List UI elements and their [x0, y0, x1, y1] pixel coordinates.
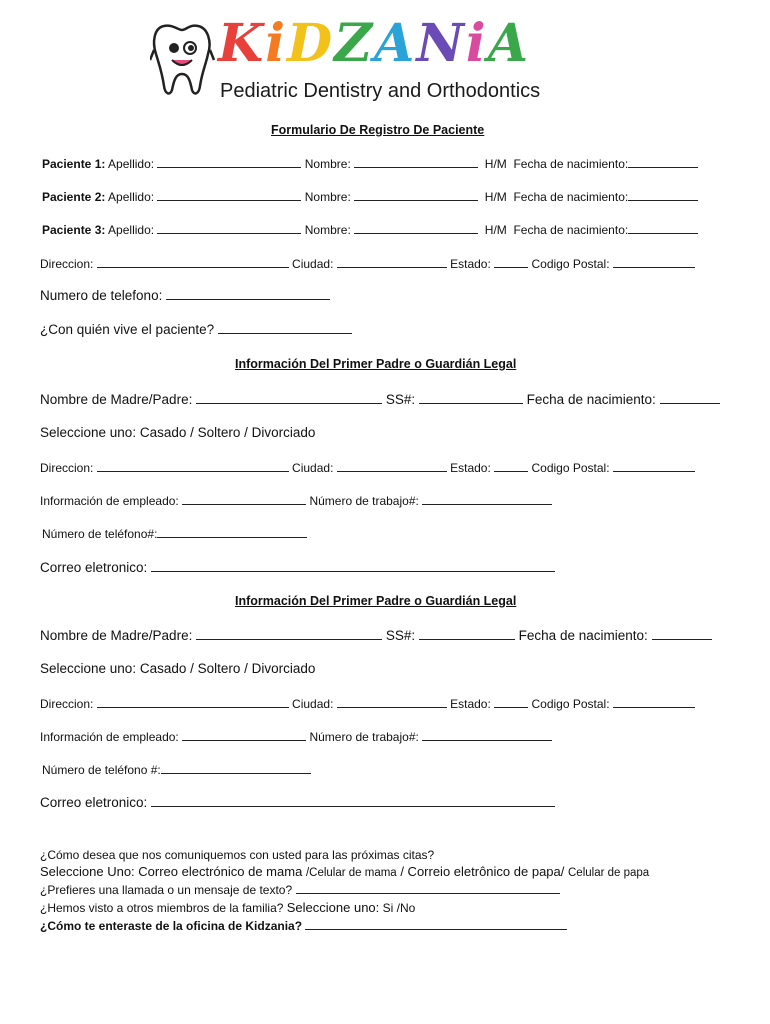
form-title: Formulario De Registro De Paciente — [271, 123, 485, 137]
estado-field[interactable] — [494, 460, 528, 472]
direccion-field[interactable] — [97, 696, 289, 708]
postal-field[interactable] — [613, 696, 695, 708]
work-phone-field[interactable] — [422, 493, 552, 505]
apellido-field[interactable] — [157, 222, 301, 234]
estado-label: Estado: — [450, 697, 491, 711]
call-or-text-field[interactable] — [296, 882, 560, 894]
guardian-2-status[interactable]: Seleccione uno: Casado / Soltero / Divorciado — [40, 661, 316, 676]
option-mom-email[interactable]: Seleccione Uno: Correo electrónico de mama — [40, 864, 303, 879]
guardian-1-phone-row — [42, 526, 307, 542]
brand-letter: i — [265, 13, 287, 74]
dob-field[interactable] — [660, 392, 720, 404]
ciudad-label: Ciudad: — [292, 257, 334, 271]
dob-label: Fecha de nacimiento: — [518, 628, 648, 643]
phone-field[interactable] — [157, 526, 307, 538]
contact-question: ¿Cómo desea que nos comuniquemos con usted para las próximas citas? — [40, 848, 435, 862]
lives-with-field[interactable] — [218, 322, 352, 334]
family-seen-options[interactable]: Si /No — [382, 901, 416, 915]
phone-field[interactable] — [166, 288, 330, 300]
referral-label: ¿Cómo te enteraste de la oficina de Kidzania? — [40, 919, 303, 933]
work-phone-label: Número de trabajo#: — [309, 730, 419, 744]
work-phone-field[interactable] — [422, 729, 552, 741]
nombre-label: Nombre: — [304, 190, 351, 204]
patient-row-3 — [42, 222, 698, 238]
apellido-field[interactable] — [157, 156, 301, 168]
brand-letter: A — [374, 13, 417, 74]
ciudad-label: Ciudad: — [292, 697, 334, 711]
nombre-label: Nombre: — [304, 223, 351, 237]
guardian-2-phone-row — [42, 762, 311, 778]
postal-label: Codigo Postal: — [531, 697, 610, 711]
apellido-label: Apellido: — [108, 157, 155, 171]
guardian-1-name-row — [40, 392, 720, 408]
gender-label[interactable]: H/M — [484, 190, 507, 204]
patient-row-2 — [42, 189, 698, 205]
apellido-label: Apellido: — [108, 190, 155, 204]
ciudad-field[interactable] — [337, 696, 447, 708]
direccion-field[interactable] — [97, 460, 289, 472]
phone-label: Numero de telefono: — [40, 288, 163, 303]
patient-address-row — [40, 256, 695, 272]
guardian-1-address-row — [40, 460, 695, 476]
phone-row — [40, 288, 330, 304]
employer-field[interactable] — [182, 493, 306, 505]
employer-label: Información de empleado: — [40, 494, 179, 508]
nombre-field[interactable] — [354, 189, 478, 201]
ciudad-field[interactable] — [337, 256, 447, 268]
option-mom-cell[interactable]: /Celular de mama — [305, 867, 397, 879]
nombre-field[interactable] — [354, 156, 478, 168]
estado-field[interactable] — [494, 696, 528, 708]
estado-label: Estado: — [450, 257, 491, 271]
email-field[interactable] — [151, 560, 555, 572]
call-or-text-row — [40, 882, 560, 898]
apellido-field[interactable] — [157, 189, 301, 201]
referral-field[interactable] — [305, 918, 567, 930]
guardian-1-email-row — [40, 560, 555, 576]
dob-field[interactable] — [628, 156, 698, 168]
email-label: Correo eletronico: — [40, 795, 148, 810]
parent-name-field[interactable] — [196, 628, 382, 640]
patient-row-1 — [42, 156, 698, 172]
family-seen-label: ¿Hemos visto a otros miembros de la familia? — [40, 901, 284, 915]
phone-label: Número de teléfono #: — [42, 763, 161, 777]
call-or-text-label: ¿Prefieres una llamada o un mensaje de texto? — [40, 883, 293, 897]
guardian-1-employer-row — [40, 493, 552, 509]
contact-options — [40, 864, 649, 881]
direccion-field[interactable] — [97, 256, 289, 268]
brand-letter: D — [286, 13, 335, 74]
direccion-label: Direccion: — [40, 697, 94, 711]
patient-label: Paciente 1: — [42, 157, 106, 171]
guardian-2-email-row — [40, 795, 555, 811]
work-phone-label: Número de trabajo#: — [309, 494, 419, 508]
option-dad-email[interactable]: / Correio eletrônico de papa/ — [400, 864, 565, 879]
brand-letter: N — [416, 13, 466, 74]
gender-label[interactable]: H/M — [484, 157, 507, 171]
postal-field[interactable] — [613, 256, 695, 268]
direccion-label: Direccion: — [40, 461, 94, 475]
estado-field[interactable] — [494, 256, 528, 268]
brand-letter: i — [465, 13, 488, 74]
nombre-field[interactable] — [354, 222, 478, 234]
brand-subtitle: Pediatric Dentistry and Orthodontics — [220, 80, 541, 102]
brand-letter: Z — [334, 13, 375, 74]
ciudad-field[interactable] — [337, 460, 447, 472]
guardian-2-name-row — [40, 628, 712, 644]
referral-row — [40, 918, 567, 934]
nombre-label: Nombre: — [304, 157, 351, 171]
email-field[interactable] — [151, 795, 555, 807]
email-label: Correo eletronico: — [40, 560, 148, 575]
ciudad-label: Ciudad: — [292, 461, 334, 475]
postal-label: Codigo Postal: — [531, 461, 610, 475]
postal-label: Codigo Postal: — [531, 257, 610, 271]
tooth-mascot-icon — [150, 20, 216, 100]
family-seen-select-label: Seleccione uno: — [286, 900, 380, 915]
dob-field[interactable] — [628, 222, 698, 234]
guardian-2-heading: Información Del Primer Padre o Guardián Legal — [235, 594, 517, 608]
patient-label: Paciente 2: — [42, 190, 106, 204]
ss-field[interactable] — [419, 628, 515, 640]
option-dad-cell[interactable]: Celular de papa — [568, 867, 650, 879]
brand-letter: A — [487, 13, 531, 74]
brand-letter: K — [218, 13, 266, 74]
phone-label: Número de teléfono#: — [42, 527, 158, 541]
guardian-1-heading: Información Del Primer Padre o Guardián Legal — [235, 357, 517, 371]
dob-field[interactable] — [628, 189, 698, 201]
parent-name-label: Nombre de Madre/Padre: — [40, 628, 193, 643]
dob-label: Fecha de nacimiento: — [513, 157, 629, 171]
guardian-2-employer-row — [40, 729, 552, 745]
ss-label: SS#: — [385, 628, 416, 643]
ss-label: SS#: — [385, 392, 416, 407]
dob-label: Fecha de nacimiento: — [513, 190, 629, 204]
guardian-2-address-row — [40, 696, 695, 712]
postal-field[interactable] — [613, 460, 695, 472]
patient-label: Paciente 3: — [42, 223, 106, 237]
employer-label: Información de empleado: — [40, 730, 179, 744]
dob-label: Fecha de nacimiento: — [526, 392, 656, 407]
dob-field[interactable] — [652, 628, 712, 640]
lives-with-row — [40, 322, 352, 338]
lives-with-label: ¿Con quién vive el paciente? — [40, 322, 215, 337]
family-seen-row — [40, 900, 415, 916]
gender-label[interactable]: H/M — [484, 223, 507, 237]
estado-label: Estado: — [450, 461, 491, 475]
guardian-1-status[interactable]: Seleccione uno: Casado / Soltero / Divorciado — [40, 425, 316, 440]
apellido-label: Apellido: — [108, 223, 155, 237]
phone-field[interactable] — [161, 762, 311, 774]
parent-name-field[interactable] — [196, 392, 382, 404]
dob-label: Fecha de nacimiento: — [513, 223, 629, 237]
employer-field[interactable] — [182, 729, 306, 741]
parent-name-label: Nombre de Madre/Padre: — [40, 392, 193, 407]
brand-wordmark — [218, 14, 530, 74]
ss-field[interactable] — [419, 392, 523, 404]
direccion-label: Direccion: — [40, 257, 94, 271]
